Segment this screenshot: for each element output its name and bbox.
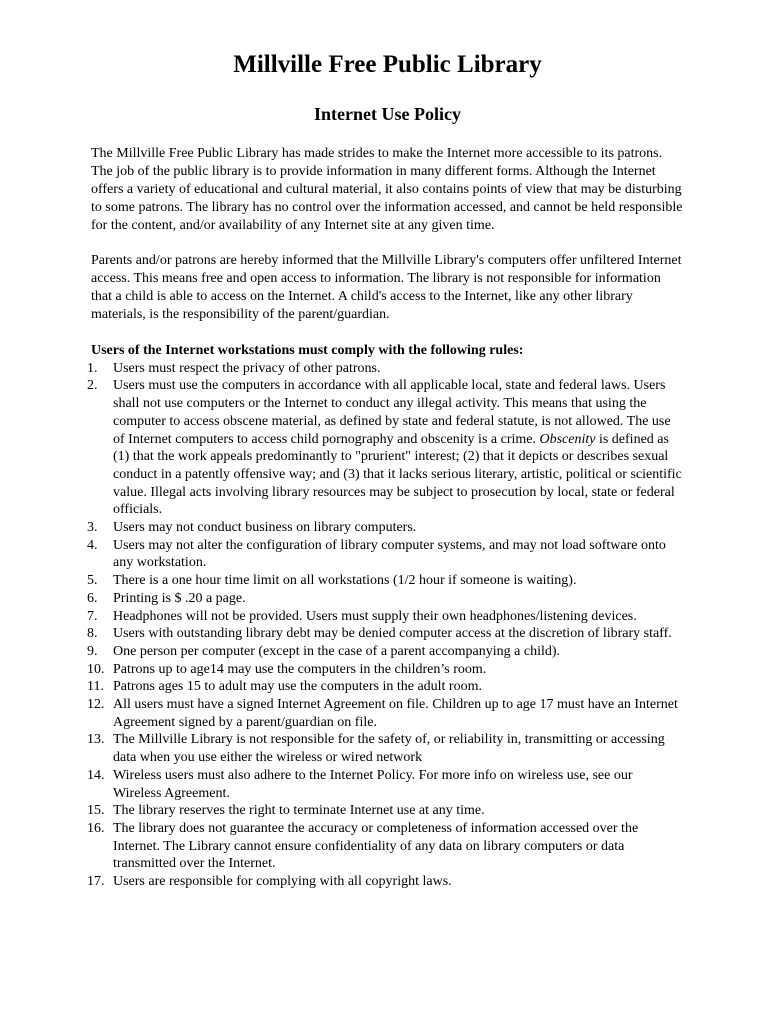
- rule-item: [87, 572, 684, 590]
- rule-number: 6.: [87, 590, 98, 606]
- rule-item: [87, 731, 684, 766]
- rules-heading: Users of the Internet workstations must comply with the following rules:: [91, 343, 524, 358]
- intro-paragraph: The Millville Free Public Library has made strides to make the Internet more accessible to its patrons. The job of the public library is to provide information in many different forms. Although the Internet offers a variety of educational and cultural material, it also contains points of view that may be disturbing to some patrons. The library has no control over the information accessed, and cannot be held responsible for the content, and/or availability of any Internet site at any given time.: [91, 146, 683, 233]
- rule-number: 4.: [87, 537, 98, 553]
- rule-item: [87, 590, 684, 608]
- rule-item: [87, 661, 684, 679]
- rule-text-part: Users must use the computers in accordance with all applicable local, state and federal laws. Users shall not use computers or the Internet to conduct any illegal activity. This means that using the computer to access obscene material, as defined by state and federal statute, is not allowed. The use of Internet computers to access child pornography and obscenity is a crime.: [113, 378, 671, 447]
- rule-item: [87, 802, 684, 820]
- rule-text: There is a one hour time limit on all workstations (1/2 hour if someone is waiting).: [113, 573, 577, 589]
- rule-number: 5.: [87, 573, 98, 589]
- rule-item: [87, 696, 684, 731]
- rule-item: [87, 643, 684, 661]
- rule-text: One person per computer (except in the case of a parent accompanying a child).: [113, 643, 561, 659]
- rule-item: [87, 537, 684, 572]
- rule-number: 11.: [87, 679, 104, 695]
- rule-number: 8.: [87, 626, 98, 642]
- rules-list: [87, 360, 684, 891]
- rule-text: Users may not conduct business on library computers.: [113, 520, 417, 536]
- parents-paragraph: Parents and/or patrons are hereby informed that the Millville Library's computers offer unfiltered Internet access. This means free and open access to information. The library is not responsible for information that a child is able to access on the Internet. A child's access to the Internet, like any other library materials, is the responsibility of the parent/guardian.: [91, 253, 682, 322]
- rule-text: Patrons ages 15 to adult may use the computers in the adult room.: [113, 679, 482, 695]
- rule-text: Users with outstanding library debt may be denied computer access at the discretion of library staff.: [113, 626, 672, 642]
- rule-number: 13.: [87, 732, 105, 748]
- rule-item: [87, 820, 684, 873]
- rule-item: [87, 519, 684, 537]
- rule-text: Wireless users must also adhere to the Internet Policy. For more info on wireless use, see our Wireless Agreement.: [113, 767, 633, 801]
- rule-item: [87, 767, 684, 802]
- rule-item: [87, 678, 684, 696]
- rule-number: 2.: [87, 378, 98, 394]
- obscenity-term: Obscenity: [539, 431, 596, 447]
- rule-item: [87, 377, 684, 519]
- rule-item: [87, 625, 684, 643]
- rule-item: [87, 360, 684, 378]
- rule-text: All users must have a signed Internet Agreement on file. Children up to age 17 must have an Internet Agreement signed by a parent/guardian on file.: [113, 697, 678, 730]
- rule-text: Users are responsible for complying with all copyright laws.: [113, 874, 452, 890]
- rule-item: [87, 873, 684, 891]
- rule-number: 7.: [87, 608, 98, 624]
- rule-number: 10.: [87, 661, 105, 677]
- rule-number: 9.: [87, 643, 98, 659]
- rule-text: The Millville Library is not responsible for the safety of, or reliability in, transmitting or accessing data when you use either the wireless or wired network: [113, 732, 665, 766]
- rule-text: The library does not guarantee the accuracy or completeness of information accessed over the Internet. The Library cannot ensure confidentiality of any data on library computers or data transmitted over the Internet.: [113, 820, 639, 872]
- rule-number: 1.: [87, 360, 98, 376]
- document-title: Millville Free Public Library: [233, 51, 542, 78]
- rule-text: [113, 378, 682, 517]
- rule-number: 3.: [87, 520, 98, 536]
- rule-text: Patrons up to age14 may use the computers in the children’s room.: [113, 661, 487, 677]
- rule-text-part: is defined as (1) that the work appeals predominantly to "prurient" interest; (2) that it depicts or describes sexual conduct in a patently offensive way; and (3) that it lacks serious literary, artistic, political or scientific value. Illegal acts involving library resources may be subject to prosecution by local, state or federal officials.: [113, 431, 682, 518]
- rule-text: Users may not alter the configuration of library computer systems, and may not load software onto any workstation.: [113, 537, 666, 571]
- rule-number: 15.: [87, 803, 105, 819]
- rule-number: 16.: [87, 820, 105, 836]
- rule-number: 14.: [87, 767, 105, 783]
- rule-text: Headphones will not be provided. Users must supply their own headphones/listening devices.: [113, 608, 637, 624]
- rule-text: Printing is $ .20 a page.: [113, 590, 246, 606]
- rule-number: 12.: [87, 697, 105, 713]
- rule-number: 17.: [87, 874, 105, 890]
- document-subtitle: Internet Use Policy: [314, 104, 461, 124]
- rule-text: Users must respect the privacy of other patrons.: [113, 360, 381, 376]
- rule-item: [87, 608, 684, 626]
- rule-text: The library reserves the right to terminate Internet use at any time.: [113, 803, 485, 819]
